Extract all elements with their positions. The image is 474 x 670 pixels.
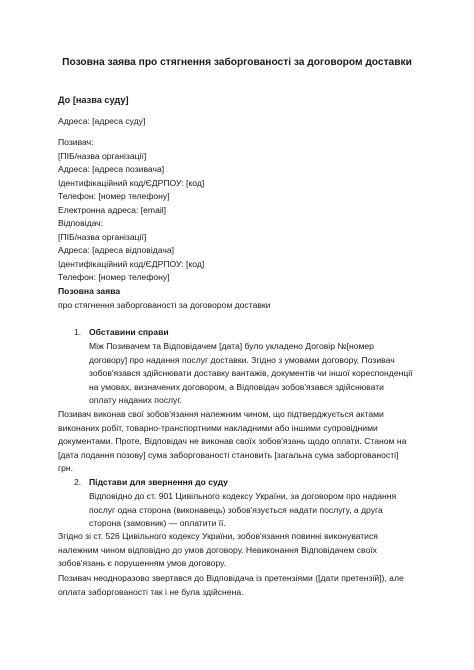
- paragraph-1-line: виконаних робіт, товарно-транспортними накладними або іншими супровідними: [58, 422, 378, 433]
- defendant-name: [ПІБ/назва організації]: [58, 231, 147, 242]
- section-2-line: сторона (замовник) — оплатити її.: [89, 518, 226, 529]
- court-address-block: [58, 115, 145, 129]
- section-2-body: [89, 490, 396, 531]
- plaintiff-heading: Позивач:: [58, 137, 94, 147]
- paragraph-1-line: грн.: [58, 463, 74, 474]
- paragraph-3: [58, 572, 404, 599]
- section-2-line: послуг одна сторона (виконавець) зобов'язується надати послугу, а друга: [89, 504, 383, 515]
- section-1-line: Між Позивачем та Відповідачем [дата] було укладено Договір №[номер: [89, 341, 374, 351]
- defendant-code: Ідентифікаційний код/ЄДРПОУ: [код]: [58, 258, 205, 269]
- section-1-number: 1.: [74, 327, 82, 337]
- section-2-number: 2.: [74, 477, 82, 487]
- paragraph-2: [58, 530, 378, 571]
- claim-subheading: про стягнення заборгованості за договором доставки: [58, 299, 271, 310]
- defendant-phone: Телефон: [номер телефону]: [58, 272, 170, 283]
- paragraph-3-line: Позивач неодноразово звертався до Відповідача із претензіями ([дати претензій]), але: [58, 573, 404, 583]
- paragraph-1: [58, 408, 406, 476]
- section-1-body: [89, 340, 413, 408]
- plaintiff-address: Адреса: [адреса позивача]: [58, 164, 165, 175]
- paragraph-2-line: зобов'язань є порушенням умов договору.: [58, 558, 226, 569]
- section-1-line: договору] про надання послуг доставки. Згідно з умовами договору, Позивач: [89, 354, 395, 365]
- paragraph-1-line: документами. Проте, Відповідач не виконав своїх зобов'язань щодо оплати. Станом на: [58, 436, 407, 447]
- defendant-address: Адреса: [адреса відповідача]: [58, 245, 175, 256]
- defendant-heading: Відповідач:: [58, 218, 104, 228]
- section-2-line: Відповідно до ст. 901 Цивільного кодексу України, за договором про надання: [89, 491, 397, 501]
- plaintiff-email: Електронна адреса: [email]: [58, 204, 167, 215]
- paragraph-3-line: оплата заборгованості так і не була здійснена.: [58, 586, 244, 597]
- section-1-line: зобов'язався здійснювати доставку вантажів, документів чи іншої кореспонденції: [89, 368, 413, 379]
- section-1-title: Обставини справи: [89, 327, 169, 337]
- court-address: Адреса: [адреса суду]: [58, 116, 146, 126]
- plaintiff-name: [ПІБ/назва організації]: [58, 150, 147, 161]
- claim-heading: Позовна заява: [58, 286, 121, 296]
- section-1-line: на умовах, визначених договором, а Відповідач зобов'язався здійснювати: [89, 381, 384, 392]
- section-2-title: Підстави для звернення до суду: [89, 477, 228, 487]
- claim-block: [58, 285, 270, 312]
- plaintiff-phone: Телефон: [номер телефону]: [58, 191, 170, 202]
- section-2-heading: [74, 476, 228, 490]
- paragraph-1-line: [дата подання позову] сума заборгованості становить [загальна сума заборгованості]: [58, 449, 399, 460]
- paragraph-1-line: Позивач виконав свої зобов'язання належним чином, що підтверджується актами: [58, 409, 384, 419]
- section-1-heading: [74, 326, 169, 340]
- plaintiff-code: Ідентифікаційний код/ЄДРПОУ: [код]: [58, 177, 205, 188]
- document-title: Позовна заява про стягнення заборгованості за договором доставки: [62, 57, 412, 68]
- paragraph-2-line: Згідно зі ст. 526 Цивільного кодексу України, зобов'язання повинні виконуватися: [58, 531, 378, 541]
- court-name: До [назва суду]: [58, 95, 129, 105]
- section-1-line: оплату наданих послуг.: [89, 395, 182, 406]
- plaintiff-block: [58, 136, 204, 218]
- defendant-block: [58, 217, 204, 285]
- paragraph-2-line: належним чином відповідно до умов договору. Невиконання Відповідачем своїх: [58, 544, 377, 555]
